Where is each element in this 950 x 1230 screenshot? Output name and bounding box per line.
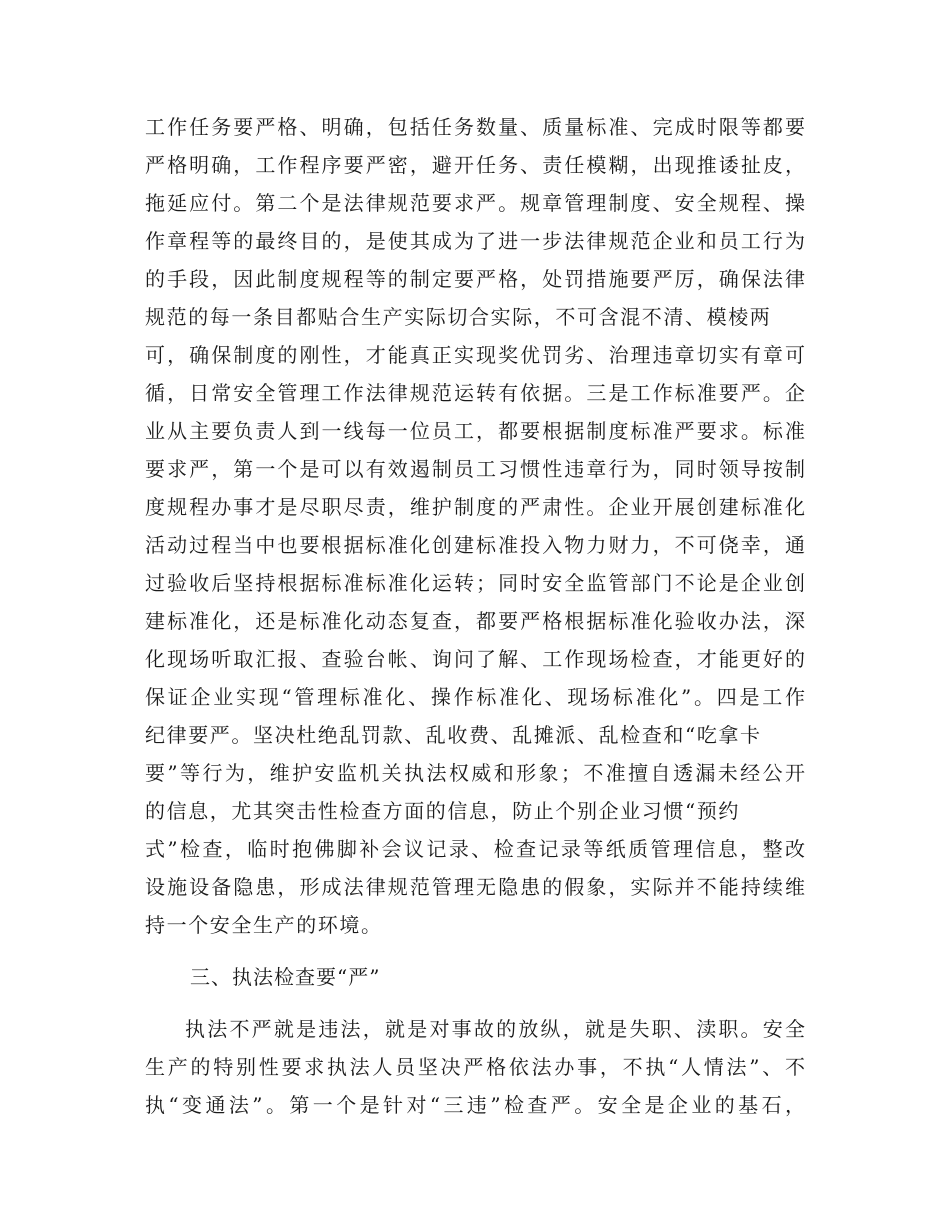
body-text-line: 持一个安全生产的环境。 [145,913,383,937]
body-text-line: 要”等行为，维护安监机关执法权威和形象；不准擅自透漏未经公开 [145,761,805,785]
body-text-line: 要求严，第一个是可以有效遏制员工习惯性违章行为，同时领导按制 [145,457,805,481]
body-text-line: 严格明确，工作程序要严密，避开任务、责任模糊，出现推诿扯皮， [145,153,805,177]
body-text-line: 业从主要负责人到一线每一位员工，都要根据制度标准严要求。标准 [145,419,805,443]
body-text-line: 式”检查，临时抱佛脚补会议记录、检查记录等纸质管理信息，整改 [145,837,805,861]
body-text-line: 活动过程当中也要根据标准化创建标准投入物力财力，不可侥幸，通 [145,533,805,557]
section-heading: 三、执法检查要“严” [190,965,381,989]
body-text-line: 可，确保制度的刚性，才能真正实现奖优罚劣、治理违章切实有章可 [145,343,805,367]
body-text-line: 作章程等的最终目的，是使其成为了进一步法律规范企业和员工行为 [145,229,805,253]
body-text-line: 生产的特别性要求执法人员坚决严格依法办事，不执“人情法”、不 [145,1055,805,1079]
body-text-line: 执“变通法”。第一个是针对“三违”检查严。安全是企业的基石， [145,1093,805,1117]
body-text-line: 循，日常安全管理工作法律规范运转有依据。三是工作标准要严。企 [145,381,805,405]
body-text-line: 化现场听取汇报、查验台帐、询问了解、工作现场检查，才能更好的 [145,647,805,671]
body-text-line: 拖延应付。第二个是法律规范要求严。规章管理制度、安全规程、操 [145,191,805,215]
body-text-line: 设施设备隐患，形成法律规范管理无隐患的假象，实际并不能持续维 [145,875,805,899]
body-text-line: 建标准化，还是标准化动态复查，都要严格根据标准化验收办法，深 [145,609,805,633]
body-text-line: 过验收后坚持根据标准标准化运转；同时安全监管部门不论是企业创 [145,571,805,595]
body-text-line: 的手段，因此制度规程等的制定要严格，处罚措施要严厉，确保法律 [145,267,805,291]
body-text-line: 的信息，尤其突击性检查方面的信息，防止个别企业习惯“预约 [145,799,741,823]
body-text-line: 度规程办事才是尽职尽责，维护制度的严肃性。企业开展创建标准化 [145,495,805,519]
body-text-line: 纪律要严。坚决杜绝乱罚款、乱收费、乱摊派、乱检查和“吃拿卡 [145,723,762,747]
body-text-line: 工作任务要严格、明确，包括任务数量、质量标准、完成时限等都要 [145,115,805,139]
body-text-line: 保证企业实现“管理标准化、操作标准化、现场标准化”。四是工作 [145,685,805,709]
body-text-line: 规范的每一条目都贴合生产实际切合实际，不可含混不清、模棱两 [145,305,772,329]
body-text-line: 执法不严就是违法，就是对事故的放纵，就是失职、渎职。安全 [185,1017,805,1041]
